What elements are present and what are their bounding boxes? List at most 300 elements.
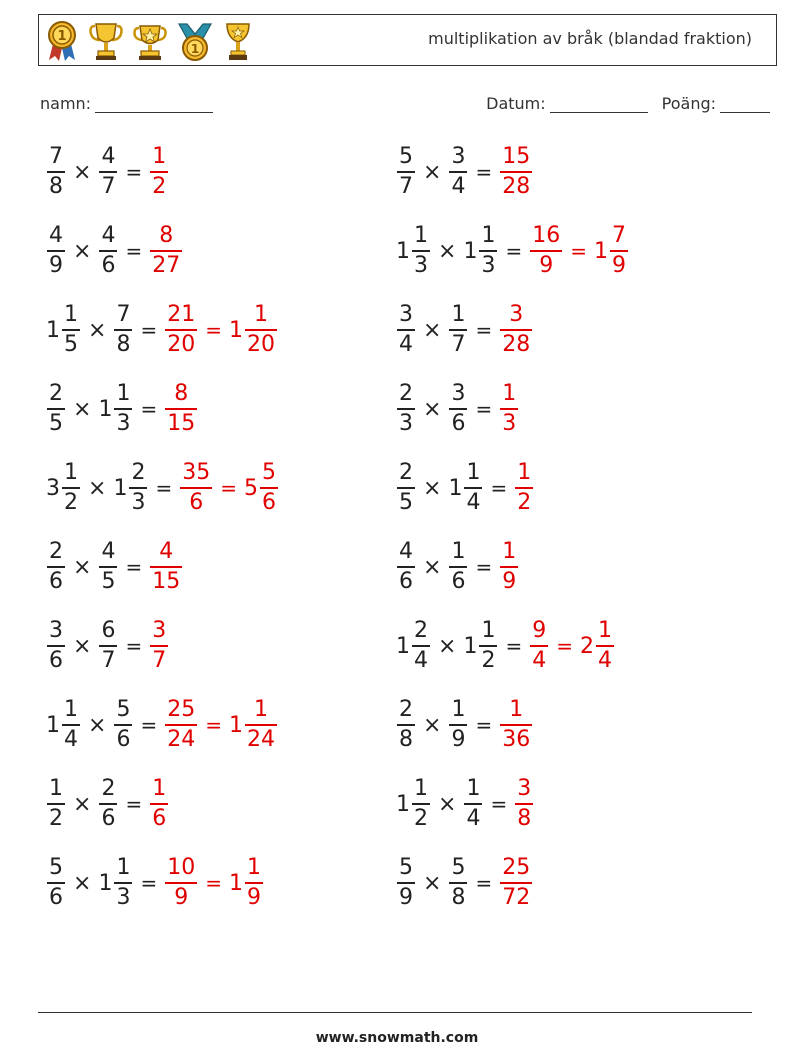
star-trophy-icon [133,20,167,62]
fraction [463,225,498,277]
equals-sign: = [490,476,508,500]
equals-sign: = [140,397,158,421]
fraction-stack [449,383,467,435]
whole-number: 1 [448,475,463,501]
fraction [396,857,416,909]
numerator: 1 [414,776,428,801]
numerator: 2 [414,618,428,643]
fraction [98,541,118,593]
fraction-stack [47,541,65,593]
denominator: 9 [611,253,626,278]
numerator: 7 [116,302,131,327]
fraction [98,778,118,830]
denominator: 4 [399,332,413,357]
fraction-stack [99,146,117,198]
whole-number: 1 [228,317,243,343]
fraction [98,225,118,277]
numerator: 1 [597,618,612,643]
numerator: 4 [101,539,116,564]
equals-sign: = [125,239,143,263]
whole-number: 1 [463,238,478,264]
fraction [499,146,533,198]
equals-sign: = [475,160,493,184]
fraction [463,778,483,830]
numerator: 1 [481,618,496,643]
times-sign: × [88,475,107,501]
denominator: 15 [167,411,196,436]
fraction [396,146,416,198]
denominator: 24 [167,727,196,752]
numerator: 2 [399,460,413,485]
fraction [514,462,534,514]
fraction-stack [99,225,117,277]
trophy-icon [89,20,123,62]
equals-sign: = [505,239,523,263]
fraction-stack [114,699,132,751]
fraction-stack [397,383,415,435]
answer [149,225,183,277]
numerator: 9 [532,618,547,643]
problem-item [396,541,519,593]
fraction [514,778,534,830]
fraction-stack [150,620,168,672]
problem-item [396,778,534,830]
medal-icon [45,20,79,62]
fraction-stack [62,699,80,751]
equals-sign: = [505,634,523,658]
denominator: 4 [414,648,428,673]
fraction [149,225,183,277]
times-sign: × [73,238,92,264]
times-sign: × [438,791,457,817]
fraction [149,778,169,830]
fraction-stack [515,462,533,514]
numerator: 3 [399,302,413,327]
denominator: 9 [49,253,63,278]
whole-number: 1 [396,238,410,264]
problem-item [46,225,183,277]
svg-text:1: 1 [190,42,200,56]
fraction-stack [412,778,430,830]
denominator: 8 [451,885,466,910]
fraction-stack [500,857,532,909]
numerator: 2 [49,539,63,564]
fraction [164,304,198,356]
fraction-stack [99,620,117,672]
equals-sign: = [220,476,237,500]
fraction [499,541,519,593]
award-icons [45,19,253,63]
numerator: 16 [532,223,561,248]
times-sign: × [423,870,442,896]
denominator: 24 [246,727,275,752]
numerator: 1 [517,460,532,485]
fraction-stack [449,699,467,751]
fraction-stack [500,304,532,356]
problem-item [396,620,615,672]
whole-number: 1 [46,317,60,343]
fraction-stack [449,146,467,198]
fraction-stack [62,462,80,514]
fraction [46,304,81,356]
fraction-stack [412,620,430,672]
denominator: 27 [152,253,181,278]
fraction-stack [397,304,415,356]
denominator: 4 [451,174,466,199]
equals-sign: = [475,318,493,342]
fraction-stack [610,225,628,277]
fraction-stack [165,699,197,751]
times-sign: × [423,317,442,343]
fraction-stack [500,541,518,593]
fraction [463,620,498,672]
answer [164,383,198,435]
fraction [396,541,416,593]
date-score-fields [486,94,770,113]
times-sign: × [438,633,457,659]
numerator: 1 [116,855,131,880]
fraction [499,857,533,909]
equals-sign: = [205,318,222,342]
numerator: 5 [399,855,413,880]
answer [499,541,519,593]
times-sign: × [423,475,442,501]
fraction-stack [165,383,197,435]
times-sign: × [73,870,92,896]
numerator: 21 [167,302,196,327]
denominator: 2 [414,806,428,831]
numerator: 3 [451,144,466,169]
problem-item [46,304,278,356]
fraction-stack [62,304,80,356]
answer [179,462,279,514]
equals-sign: = [475,713,493,737]
numerator: 4 [101,223,116,248]
times-sign: × [88,712,107,738]
fraction [396,778,431,830]
date-blank[interactable] [550,96,648,113]
numerator: 1 [481,223,496,248]
name-label: namn: [40,94,92,113]
fraction-stack [449,541,467,593]
fraction [149,146,169,198]
fraction-stack [500,699,532,751]
denominator: 8 [116,332,131,357]
answer [164,304,278,356]
numerator: 3 [517,776,532,801]
denominator: 3 [116,411,131,436]
fraction-stack [397,699,415,751]
whole-number: 5 [243,475,258,501]
fraction-stack [245,699,277,751]
problem-item [396,857,533,909]
denominator: 6 [152,806,167,831]
answer [164,857,264,909]
fraction-stack [150,225,182,277]
times-sign: × [438,238,457,264]
fraction-stack [596,620,614,672]
fraction [149,541,183,593]
fraction [529,225,563,277]
problem-item [396,146,533,198]
fraction-stack [99,541,117,593]
denominator: 5 [101,569,116,594]
fraction-stack [47,225,65,277]
denominator: 72 [502,885,531,910]
denominator: 3 [131,490,146,515]
numerator: 2 [399,381,413,406]
fraction [396,699,416,751]
date-label: Datum: [486,94,546,113]
denominator: 6 [399,569,413,594]
fraction-stack [150,146,168,198]
whole-number: 1 [228,870,243,896]
numerator: 6 [101,618,116,643]
worksheet-title: multiplikation av bråk (blandad fraktion) [428,29,752,48]
denominator: 7 [101,174,116,199]
equals-sign: = [140,713,158,737]
fraction [98,857,133,909]
denominator: 4 [597,648,612,673]
fraction-stack [260,462,278,514]
fraction [46,699,81,751]
numerator: 1 [414,223,428,248]
denominator: 4 [466,490,481,515]
numerator: 3 [49,618,63,643]
answer [149,146,169,198]
equals-sign: = [125,160,143,184]
numerator: 5 [399,144,413,169]
numerator: 1 [64,302,78,327]
numerator: 1 [152,144,167,169]
denominator: 9 [174,885,189,910]
denominator: 8 [49,174,63,199]
denominator: 6 [101,806,116,831]
equals-sign: = [140,871,158,895]
fraction [448,541,468,593]
fraction [396,620,431,672]
fraction [164,699,198,751]
fraction-stack [165,304,197,356]
denominator: 5 [49,411,63,436]
denominator: 7 [101,648,116,673]
equals-sign: = [205,713,222,737]
fraction [396,383,416,435]
goblet-trophy-icon [223,20,253,62]
whole-number: 1 [113,475,128,501]
footer-site: www.snowmath.com [315,1030,479,1046]
denominator: 2 [64,490,78,515]
denominator: 9 [502,569,517,594]
whole-number: 1 [228,712,243,738]
fraction-stack [449,304,467,356]
numerator: 1 [253,302,268,327]
fraction [46,146,66,198]
fraction-stack [449,857,467,909]
fraction [244,462,279,514]
fraction-stack [114,383,132,435]
fraction [46,225,66,277]
numerator: 1 [466,776,481,801]
times-sign: × [423,396,442,422]
numerator: 1 [451,302,466,327]
fraction [499,304,533,356]
denominator: 20 [246,332,275,357]
problem-item [396,699,533,751]
denominator: 9 [246,885,261,910]
fraction [499,383,519,435]
fraction [149,620,169,672]
numerator: 1 [64,697,78,722]
fraction-stack [397,462,415,514]
problem-item [396,304,533,356]
denominator: 6 [451,569,466,594]
fraction [448,146,468,198]
numerator: 25 [167,697,196,722]
numerator: 1 [64,460,78,485]
fraction [396,304,416,356]
whole-number: 3 [46,475,60,501]
denominator: 7 [152,648,167,673]
denominator: 9 [451,727,466,752]
answer [514,778,534,830]
fraction-stack [47,383,65,435]
numerator: 10 [167,855,196,880]
denominator: 3 [414,253,428,278]
name-blank[interactable] [95,96,213,113]
fraction [113,462,148,514]
fraction [448,383,468,435]
numerator: 7 [49,144,63,169]
answer [149,620,169,672]
numerator: 3 [152,618,167,643]
numerator: 5 [261,460,276,485]
problem-item [396,462,534,514]
answer [499,857,533,909]
fraction [229,699,278,751]
equals-sign: = [570,239,587,263]
answer [529,225,629,277]
header-box [38,14,777,66]
numerator: 5 [116,697,131,722]
fraction-stack [479,225,497,277]
times-sign: × [73,159,92,185]
fraction-stack [99,778,117,830]
denominator: 9 [539,253,554,278]
whole-number: 1 [98,396,113,422]
fraction-stack [500,146,532,198]
problem-item [46,620,169,672]
denominator: 20 [167,332,196,357]
denominator: 6 [49,648,63,673]
numerator: 7 [611,223,626,248]
footer-divider [38,1012,752,1013]
denominator: 3 [116,885,131,910]
problem-item [46,857,264,909]
equals-sign: = [140,318,158,342]
fraction-stack [397,857,415,909]
equals-sign: = [475,555,493,579]
numerator: 5 [49,855,63,880]
denominator: 6 [116,727,131,752]
denominator: 2 [517,490,532,515]
denominator: 6 [101,253,116,278]
whole-number: 1 [46,712,60,738]
score-blank[interactable] [720,96,770,113]
denominator: 28 [502,174,531,199]
problem-item [46,462,279,514]
date-field [486,94,648,113]
denominator: 7 [399,174,413,199]
numerator: 2 [101,776,116,801]
name-field [40,94,213,113]
denominator: 6 [189,490,204,515]
fraction-stack [412,225,430,277]
fraction-stack [397,146,415,198]
fraction-stack [464,462,482,514]
fraction [98,146,118,198]
numerator: 1 [502,381,517,406]
answer [499,383,519,435]
answer [529,620,615,672]
denominator: 8 [399,727,413,752]
denominator: 6 [49,569,63,594]
numerator: 3 [451,381,466,406]
numerator: 3 [509,302,524,327]
fraction [46,620,66,672]
fraction-stack [530,225,562,277]
fraction [594,225,629,277]
denominator: 8 [517,806,532,831]
fraction [448,304,468,356]
times-sign: × [73,633,92,659]
denominator: 5 [64,332,78,357]
times-sign: × [73,791,92,817]
fraction [113,699,133,751]
fraction [164,857,198,909]
problem-item [46,778,169,830]
ribbon-medal-icon [177,20,213,62]
times-sign: × [423,712,442,738]
fraction-stack [47,778,65,830]
denominator: 2 [49,806,63,831]
problem-item [396,383,519,435]
denominator: 2 [152,174,167,199]
fraction [113,304,133,356]
fraction [46,541,66,593]
numerator: 1 [246,855,261,880]
numerator: 1 [49,776,63,801]
answer [149,778,169,830]
whole-number: 2 [579,633,594,659]
fraction-stack [129,462,147,514]
denominator: 3 [502,411,517,436]
numerator: 8 [174,381,189,406]
whole-number: 1 [463,633,478,659]
denominator: 15 [152,569,181,594]
numerator: 1 [509,697,524,722]
numerator: 15 [502,144,531,169]
fraction [46,857,66,909]
numerator: 5 [451,855,466,880]
fraction-stack [47,146,65,198]
numerator: 1 [451,697,466,722]
problem-item [46,383,198,435]
whole-number: 1 [593,238,608,264]
equals-sign: = [475,871,493,895]
problem-item [46,541,183,593]
denominator: 4 [532,648,547,673]
